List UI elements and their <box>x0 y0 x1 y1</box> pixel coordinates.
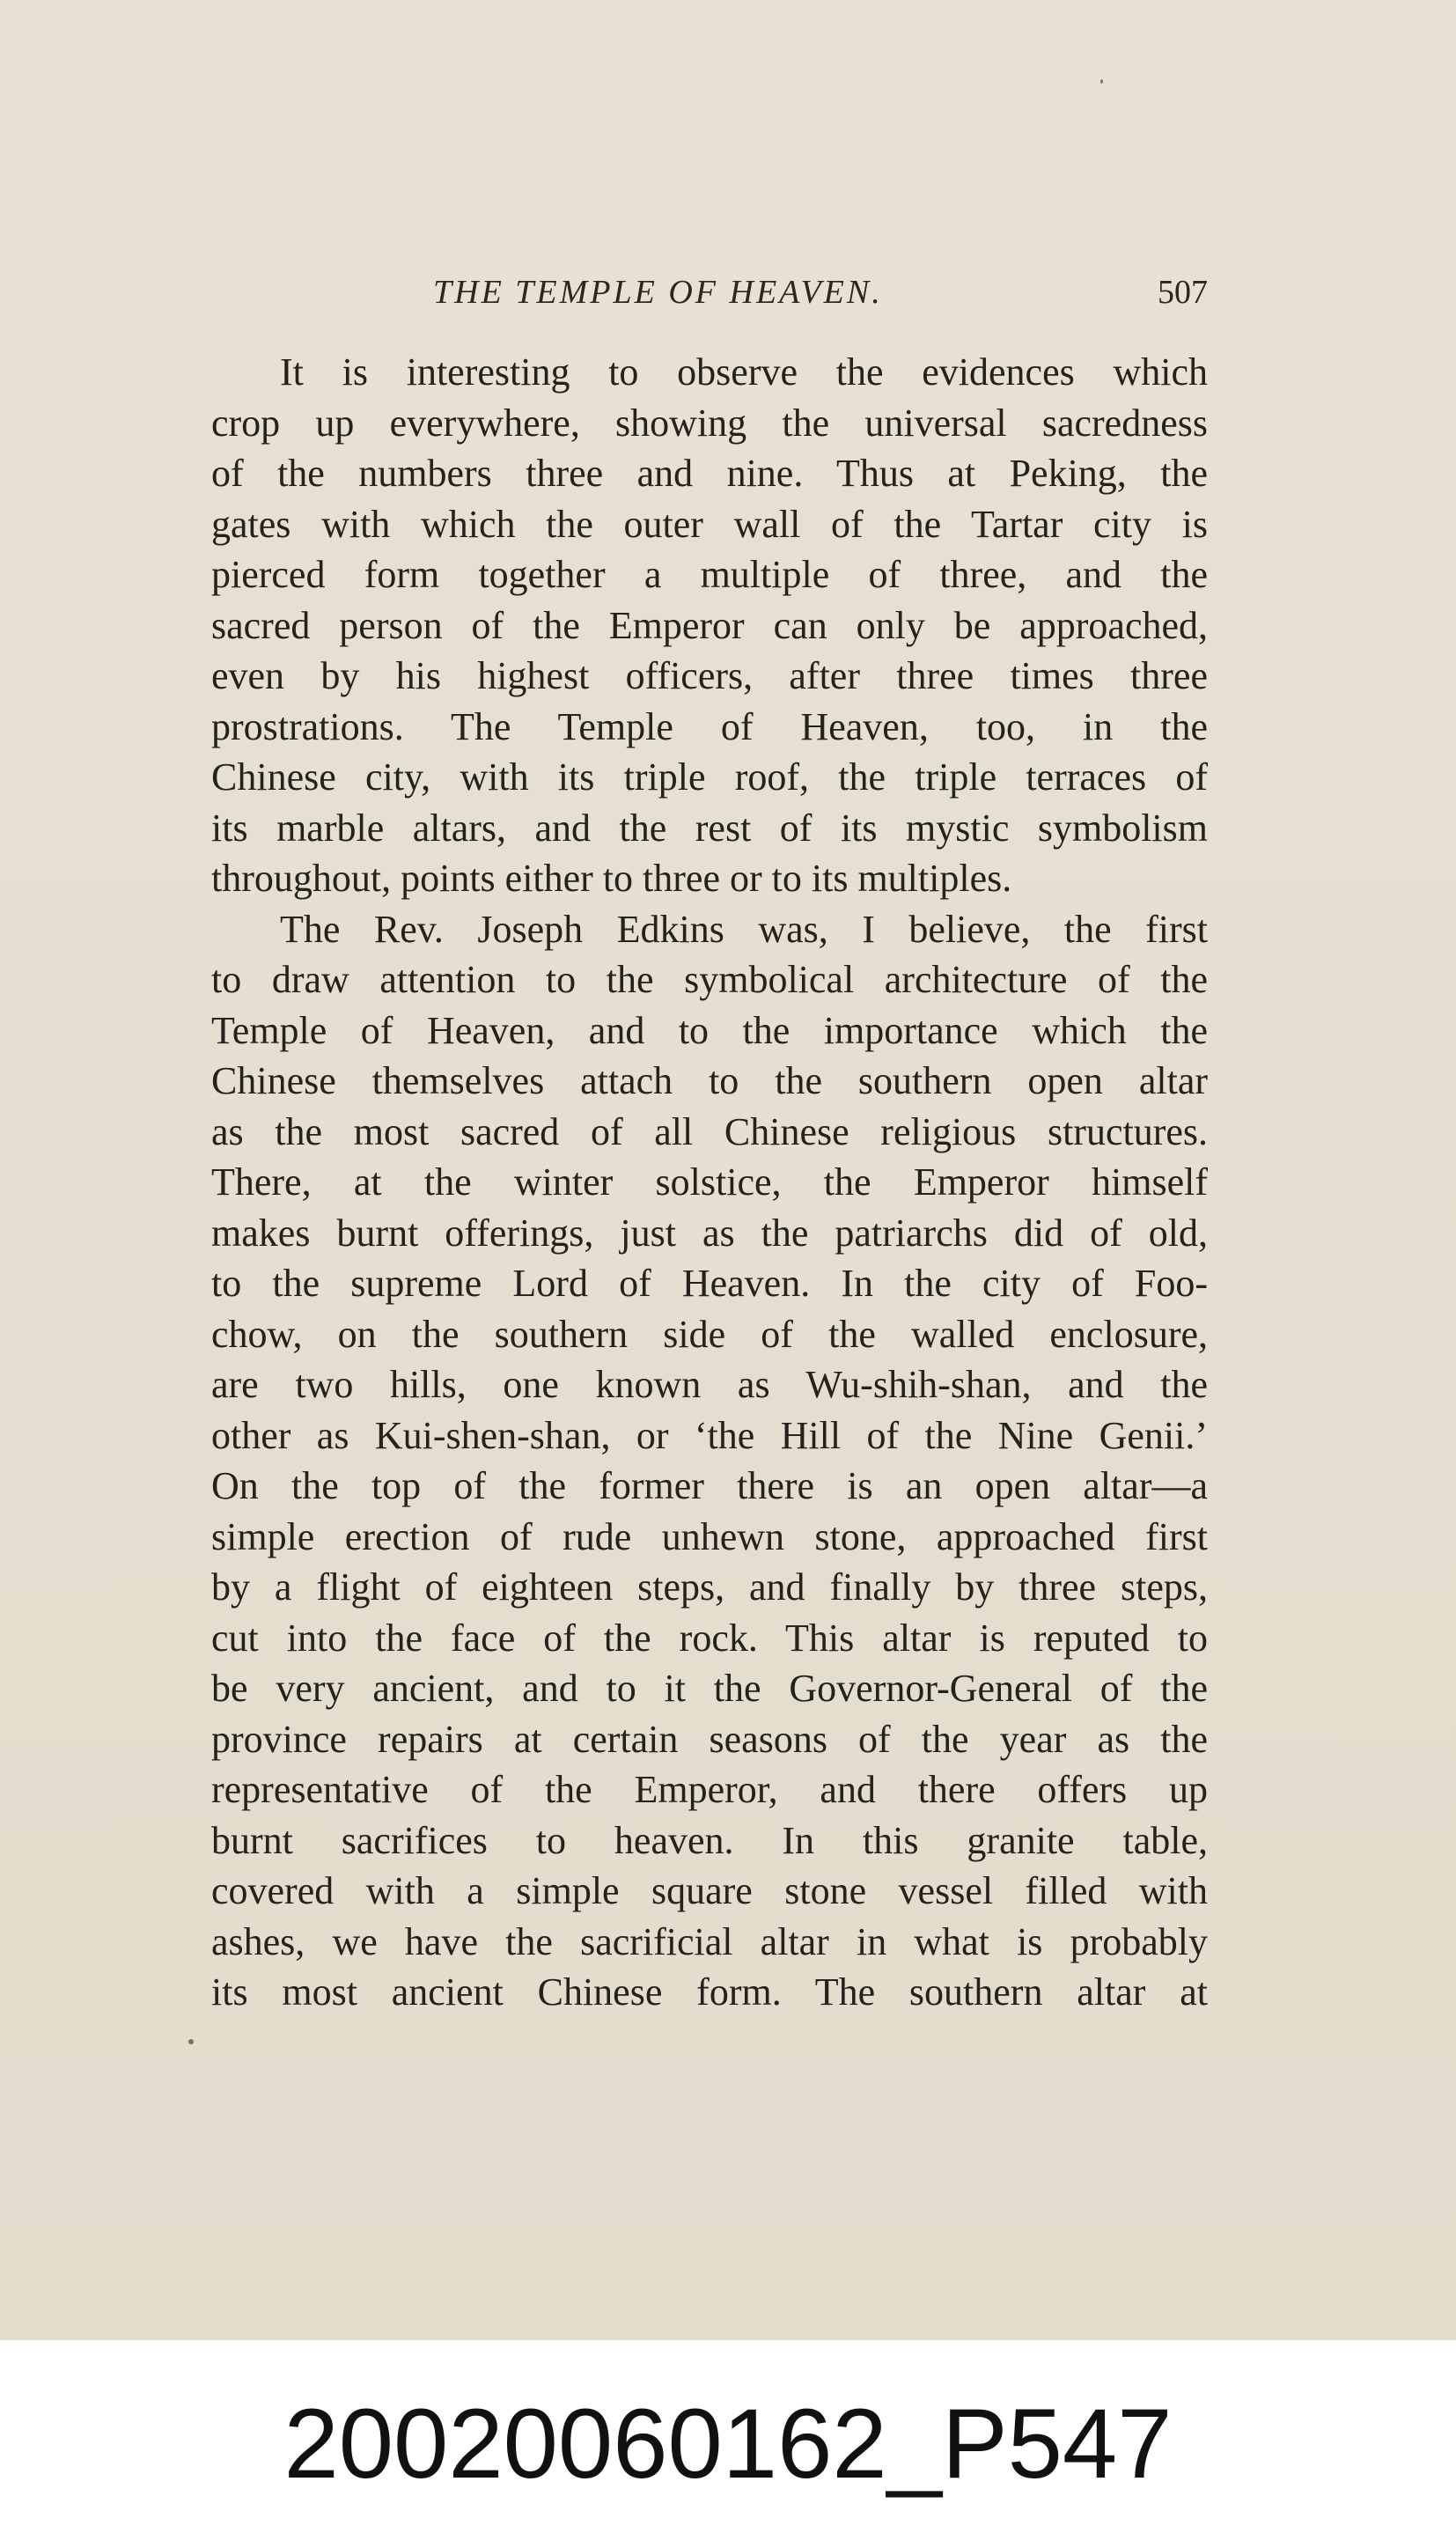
text-line: On the top of the former there is an open altar—a <box>211 1464 1208 1507</box>
text-line: The Rev. Joseph Edkins was, I believe, the first <box>280 907 1208 951</box>
page-number: 507 <box>1158 274 1208 311</box>
body-text <box>211 347 1208 2037</box>
text-line: There, at the winter solstice, the Emperor himself <box>211 1160 1208 1204</box>
text-line: pierced form together a multiple of three, and the <box>211 553 1208 596</box>
text-line: of the numbers three and nine. Thus at Peking, the <box>211 452 1208 495</box>
running-title: THE TEMPLE OF HEAVEN. <box>433 274 883 311</box>
text-line: gates with which the outer wall of the Tartar city is <box>211 502 1208 546</box>
text-line: sacred person of the Emperor can only be approached, <box>211 603 1208 647</box>
text-line: be very ancient, and to it the Governor-General of the <box>211 1667 1208 1710</box>
text-line: ashes, we have the sacrificial altar in what is probably <box>211 1919 1208 1963</box>
paper-speck <box>1100 79 1103 84</box>
text-line: Chinese city, with its triple roof, the triple terraces of <box>211 755 1208 799</box>
text-line: even by his highest officers, after three times three <box>211 654 1208 697</box>
text-line: burnt sacrifices to heaven. In this granite table, <box>211 1818 1208 1862</box>
text-line: province repairs at certain seasons of the year as the <box>211 1717 1208 1761</box>
text-line: cut into the face of the rock. This altar is reputed to <box>211 1616 1208 1660</box>
text-line: crop up everywhere, showing the universal sacredness <box>211 401 1208 445</box>
text-line: simple erection of rude unhewn stone, approached first <box>211 1514 1208 1558</box>
text-line: prostrations. The Temple of Heaven, too, in the <box>211 704 1208 748</box>
text-line: its marble altars, and the rest of its mystic symbolism <box>211 806 1208 850</box>
text-line: Chinese themselves attach to the southern open altar <box>211 1059 1208 1102</box>
text-line: covered with a simple square stone vessel filled with <box>211 1869 1208 1912</box>
text-line: chow, on the southern side of the walled enclosure, <box>211 1312 1208 1356</box>
text-line: to the supreme Lord of Heaven. In the city of Foo- <box>211 1262 1208 1305</box>
running-header <box>211 273 1208 322</box>
text-line: by a flight of eighteen steps, and finally by three steps, <box>211 1565 1208 1609</box>
text-line: Temple of Heaven, and to the importance which the <box>211 1008 1208 1052</box>
text-line: throughout, points either to three or to its multiples. <box>211 857 1012 900</box>
text-line: It is interesting to observe the evidences which <box>280 350 1208 394</box>
paper-speck <box>188 2039 194 2044</box>
text-line: are two hills, one known as Wu-shih-shan, and the <box>211 1363 1208 1406</box>
text-line: as the most sacred of all Chinese religious structures. <box>211 1109 1208 1153</box>
text-line: other as Kui-shen-shan, or ‘the Hill of the Nine Genii.’ <box>211 1413 1208 1457</box>
text-line: makes burnt offerings, just as the patriarchs did of old, <box>211 1211 1208 1255</box>
text-line: its most ancient Chinese form. The southern altar at <box>211 1970 1208 2014</box>
text-line: representative of the Emperor, and there offers up <box>211 1768 1208 1811</box>
text-line: to draw attention to the symbolical architecture of the <box>211 958 1208 1001</box>
scan-identifier: 20020060162_P547 <box>0 2340 1456 2548</box>
